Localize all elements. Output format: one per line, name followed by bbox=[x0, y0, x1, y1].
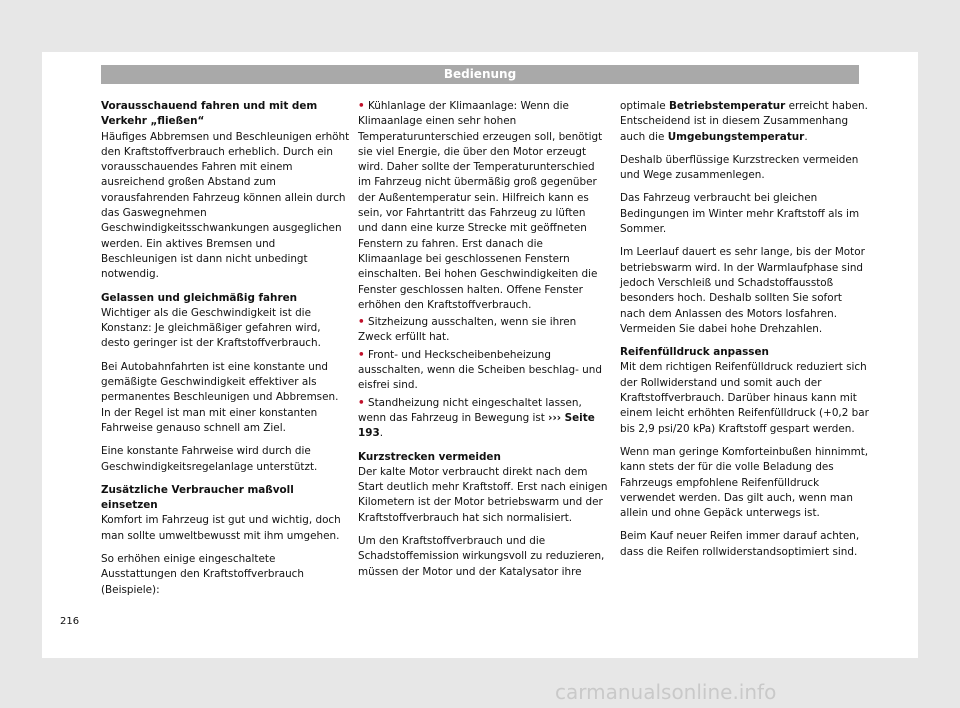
bold-term: Betriebstemperatur bbox=[669, 100, 786, 112]
bullet-icon: • bbox=[358, 348, 365, 361]
heading-reifenfuelldruck: Reifenfülldruck anpassen bbox=[620, 346, 769, 359]
section-header: Bedienung bbox=[101, 65, 859, 84]
heading-kurzstrecken: Kurzstrecken vermeiden bbox=[358, 450, 501, 463]
bold-term: Umgebungstemperatur bbox=[667, 130, 805, 143]
paragraph: Bei Autobahnfahrten ist eine konstante und gemäßigte Geschwindigkeit effektiver als permanentes Beschleunigen und Abbremsen. In der Regel ist man mit einer konstanten Fahrweise genauso schnell am Ziel. bbox=[101, 360, 339, 434]
watermark: carmanualsonline.info bbox=[555, 680, 777, 704]
list-item bbox=[358, 396, 608, 442]
paragraph: Um den Kraftstoffverbrauch und die Schadstoffemission wirkungsvoll zu reduzieren, müssen der Motor und der Katalysator ihre bbox=[358, 535, 605, 578]
column-2 bbox=[358, 99, 608, 588]
paragraph: Wenn man geringe Komforteinbußen hinnimmt, kann stets der für die volle Beladung des Fahrzeugs empfohlene Reifenfülldruck verwendet werden. Das gilt auch, wenn man allein und ohne Gepäck unterwegs ist. bbox=[620, 445, 869, 520]
list-item-text: Standheizung nicht eingeschaltet lassen, wenn das Fahrzeug in Bewegung ist bbox=[358, 396, 582, 424]
list-item bbox=[358, 315, 608, 346]
paragraph: Mit dem richtigen Reifenfülldruck reduziert sich der Rollwiderstand und somit auch der Kraftstoffverbrauch. Darüber hinaus kann mit einem leicht erhöhten Reifenfülldruck (+0,2 bar bis 2,9 psi/20 kPa) Kraftstoff gespart werden. bbox=[620, 361, 869, 435]
paragraph: Im Leerlauf dauert es sehr lange, bis der Motor betriebswarm wird. In der Warmlaufphase sind jedoch Verschleiß und Schadstoffausstoß besonders hoch. Deshalb sollten Sie sofort nach dem Anlassen des Motors losfahren. Vermeiden Sie dabei hohe Drehzahlen. bbox=[620, 246, 865, 335]
page-number: 216 bbox=[60, 616, 80, 627]
paragraph: Wichtiger als die Geschwindigkeit ist die Konstanz: Je gleichmäßiger gefahren wird, desto geringer ist der Kraftstoffverbrauch. bbox=[101, 306, 321, 350]
paragraph: Der kalte Motor verbraucht direkt nach dem Start deutlich mehr Kraftstoff. Erst nach einigen Kilometern ist der Motor betriebswarm und der Kraftstoffverbrauch hat sich normalisiert. bbox=[358, 465, 608, 524]
paragraph: Deshalb überflüssige Kurzstrecken vermeiden und Wege zusammenlegen. bbox=[620, 153, 859, 182]
bullet-icon: • bbox=[358, 396, 365, 409]
heading-verbraucher: Zusätzliche Verbraucher maßvoll einsetzen bbox=[101, 483, 294, 512]
list-item-text: Front- und Heckscheibenbeheizung ausschalten, wenn die Scheiben beschlag- und eisfrei sind. bbox=[358, 348, 602, 392]
paragraph: So erhöhen einige eingeschaltete Ausstattungen den Kraftstoffverbrauch (Beispiele): bbox=[101, 553, 304, 596]
list-item bbox=[358, 99, 608, 313]
punctuation: . bbox=[804, 130, 808, 143]
list-item-text: Kühlanlage der Klimaanlage: Wenn die Klimaanlage einen sehr hohen Temperaturunterschied erzeugen soll, benötigt sie viel Energie, die über den Motor erzeugt wird. Daher sollte der Temperaturunterschied im Fahrzeug nicht übermäßig groß gegenüber der Außentemperatur sein. Hilfreich kann es sein, vor Fahrtantritt das Fahrzeug zu lüften und dann eine kurze Strecke mit geöffneten Fenstern zu fahren. Erst danach die Klimaanlage bei geschlossenen Fenstern einschalten. Bei hohen Geschwindigkeiten die Fenster geschlossen halten. Offene Fenster erhöhen den Kraftstoffverbrauch. bbox=[358, 100, 603, 311]
paragraph: Beim Kauf neuer Reifen immer darauf achten, dass die Reifen rollwiderstandsoptimiert sind. bbox=[620, 530, 860, 558]
bullet-icon: • bbox=[358, 100, 365, 112]
bullet-icon: • bbox=[358, 316, 365, 329]
column-3 bbox=[620, 99, 870, 568]
heading-vorausschauend: Vorausschauend fahren und mit dem Verkehr „fließen“ bbox=[101, 100, 318, 128]
list-item bbox=[358, 348, 608, 394]
text: erreicht haben. Entscheidend ist in diesem Zusammenhang auch die bbox=[620, 100, 868, 143]
column-1 bbox=[101, 99, 351, 606]
punctuation: . bbox=[379, 427, 384, 440]
paragraph: Häufiges Abbremsen und Beschleunigen erhöht den Kraftstoffverbrauch erheblich. Durch ein vorausschauendes Fahren mit einem ausreichend großen Abstand zum vorausfahrenden Fahrzeug können allein durch das Gaswegnehmen Geschwindigkeitsschwankungen ausgeglichen werden. Ein aktives Bremsen und Beschleunigen ist dann nicht unbedingt notwendig. bbox=[101, 130, 350, 281]
list-item-text: Sitzheizung ausschalten, wenn sie ihren Zweck erfüllt hat. bbox=[358, 316, 577, 344]
paragraph: Komfort im Fahrzeug ist gut und wichtig, doch man sollte umweltbewusst mit ihm umgehen. bbox=[101, 514, 341, 542]
text: optimale bbox=[620, 100, 666, 112]
paragraph: Das Fahrzeug verbraucht bei gleichen Bedingungen im Winter mehr Kraftstoff als im Sommer. bbox=[620, 192, 860, 236]
paragraph: Eine konstante Fahrweise wird durch die Geschwindigkeitsregelanlage unterstützt. bbox=[101, 445, 318, 473]
paragraph bbox=[620, 99, 870, 145]
heading-gelassen: Gelassen und gleichmäßig fahren bbox=[101, 291, 298, 304]
page-reference-link[interactable]: ››› Seite 193 bbox=[358, 411, 595, 440]
